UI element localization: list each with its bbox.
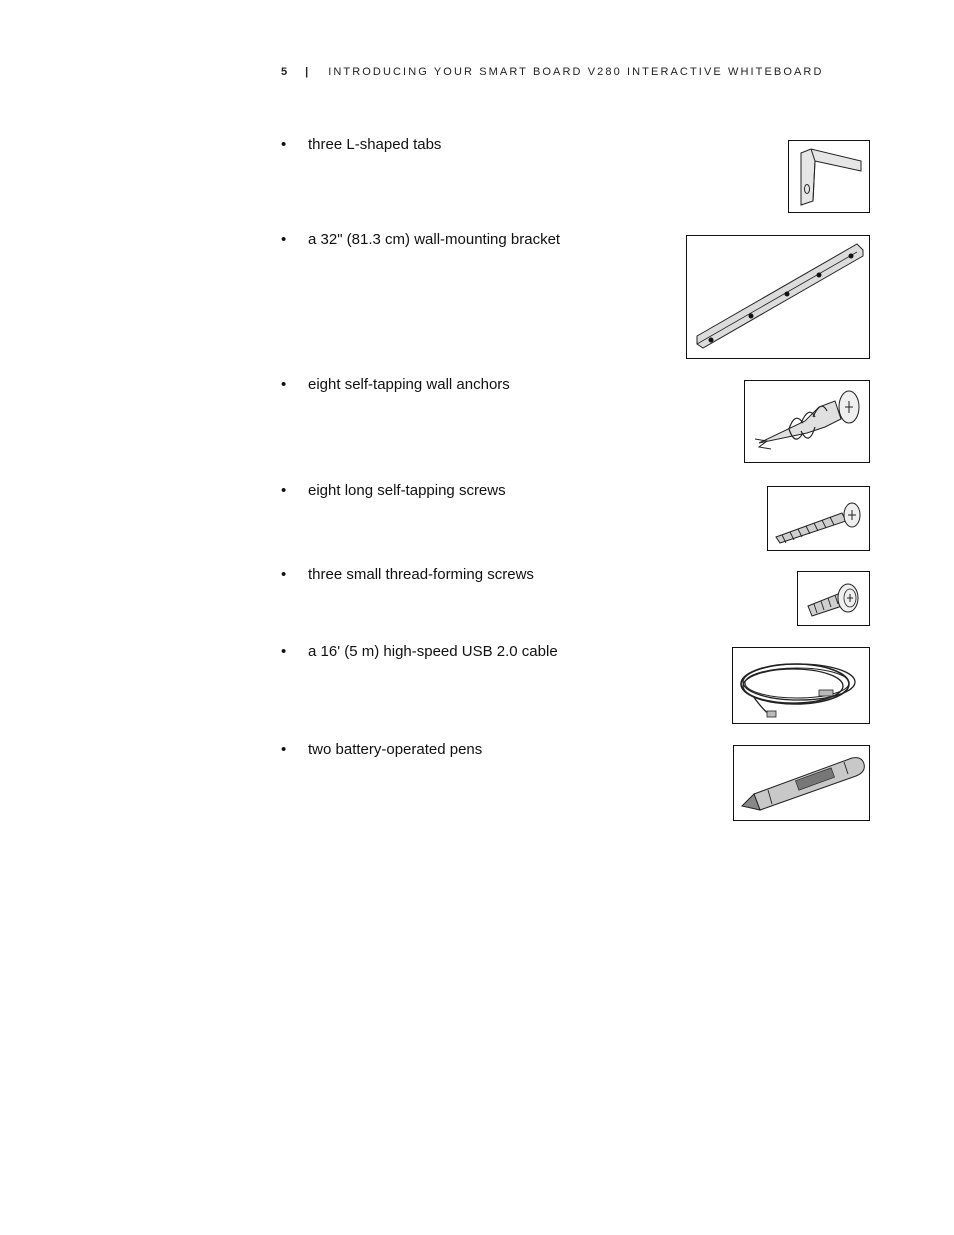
item-label: two battery-operated pens (308, 741, 483, 758)
bullet: • (281, 566, 287, 583)
header-separator: | (305, 66, 309, 78)
bullet: • (281, 376, 287, 393)
list-item (281, 566, 534, 583)
item-label: a 16' (5 m) high-speed USB 2.0 cable (308, 643, 558, 660)
item-label: a 32" (81.3 cm) wall-mounting bracket (308, 231, 561, 248)
list-item (281, 376, 510, 393)
pen-icon (733, 745, 870, 821)
item-label: eight self-tapping wall anchors (308, 376, 510, 393)
usb-cable-icon (732, 647, 870, 724)
item-label: three L-shaped tabs (308, 136, 442, 153)
item-label: three small thread-forming screws (308, 566, 534, 583)
header-title: INTRODUCING YOUR SMART BOARD V280 INTERACTIVE WHITEBOARD (328, 66, 824, 78)
bullet: • (281, 741, 287, 758)
long-screw-icon (767, 486, 870, 551)
list-item (281, 136, 441, 153)
wall-anchor-icon (744, 380, 870, 463)
small-screw-icon (797, 571, 870, 626)
bullet: • (281, 482, 287, 499)
bullet: • (281, 643, 287, 660)
list-item (281, 231, 560, 248)
page-header (281, 66, 824, 78)
wall-bracket-icon (686, 235, 870, 359)
item-label: eight long self-tapping screws (308, 482, 506, 499)
page-number: 5 (281, 66, 288, 78)
list-item (281, 482, 506, 499)
bullet: • (281, 136, 287, 153)
bullet: • (281, 231, 287, 248)
l-shaped-tab-icon (788, 140, 870, 213)
list-item (281, 741, 482, 758)
list-item (281, 643, 558, 660)
